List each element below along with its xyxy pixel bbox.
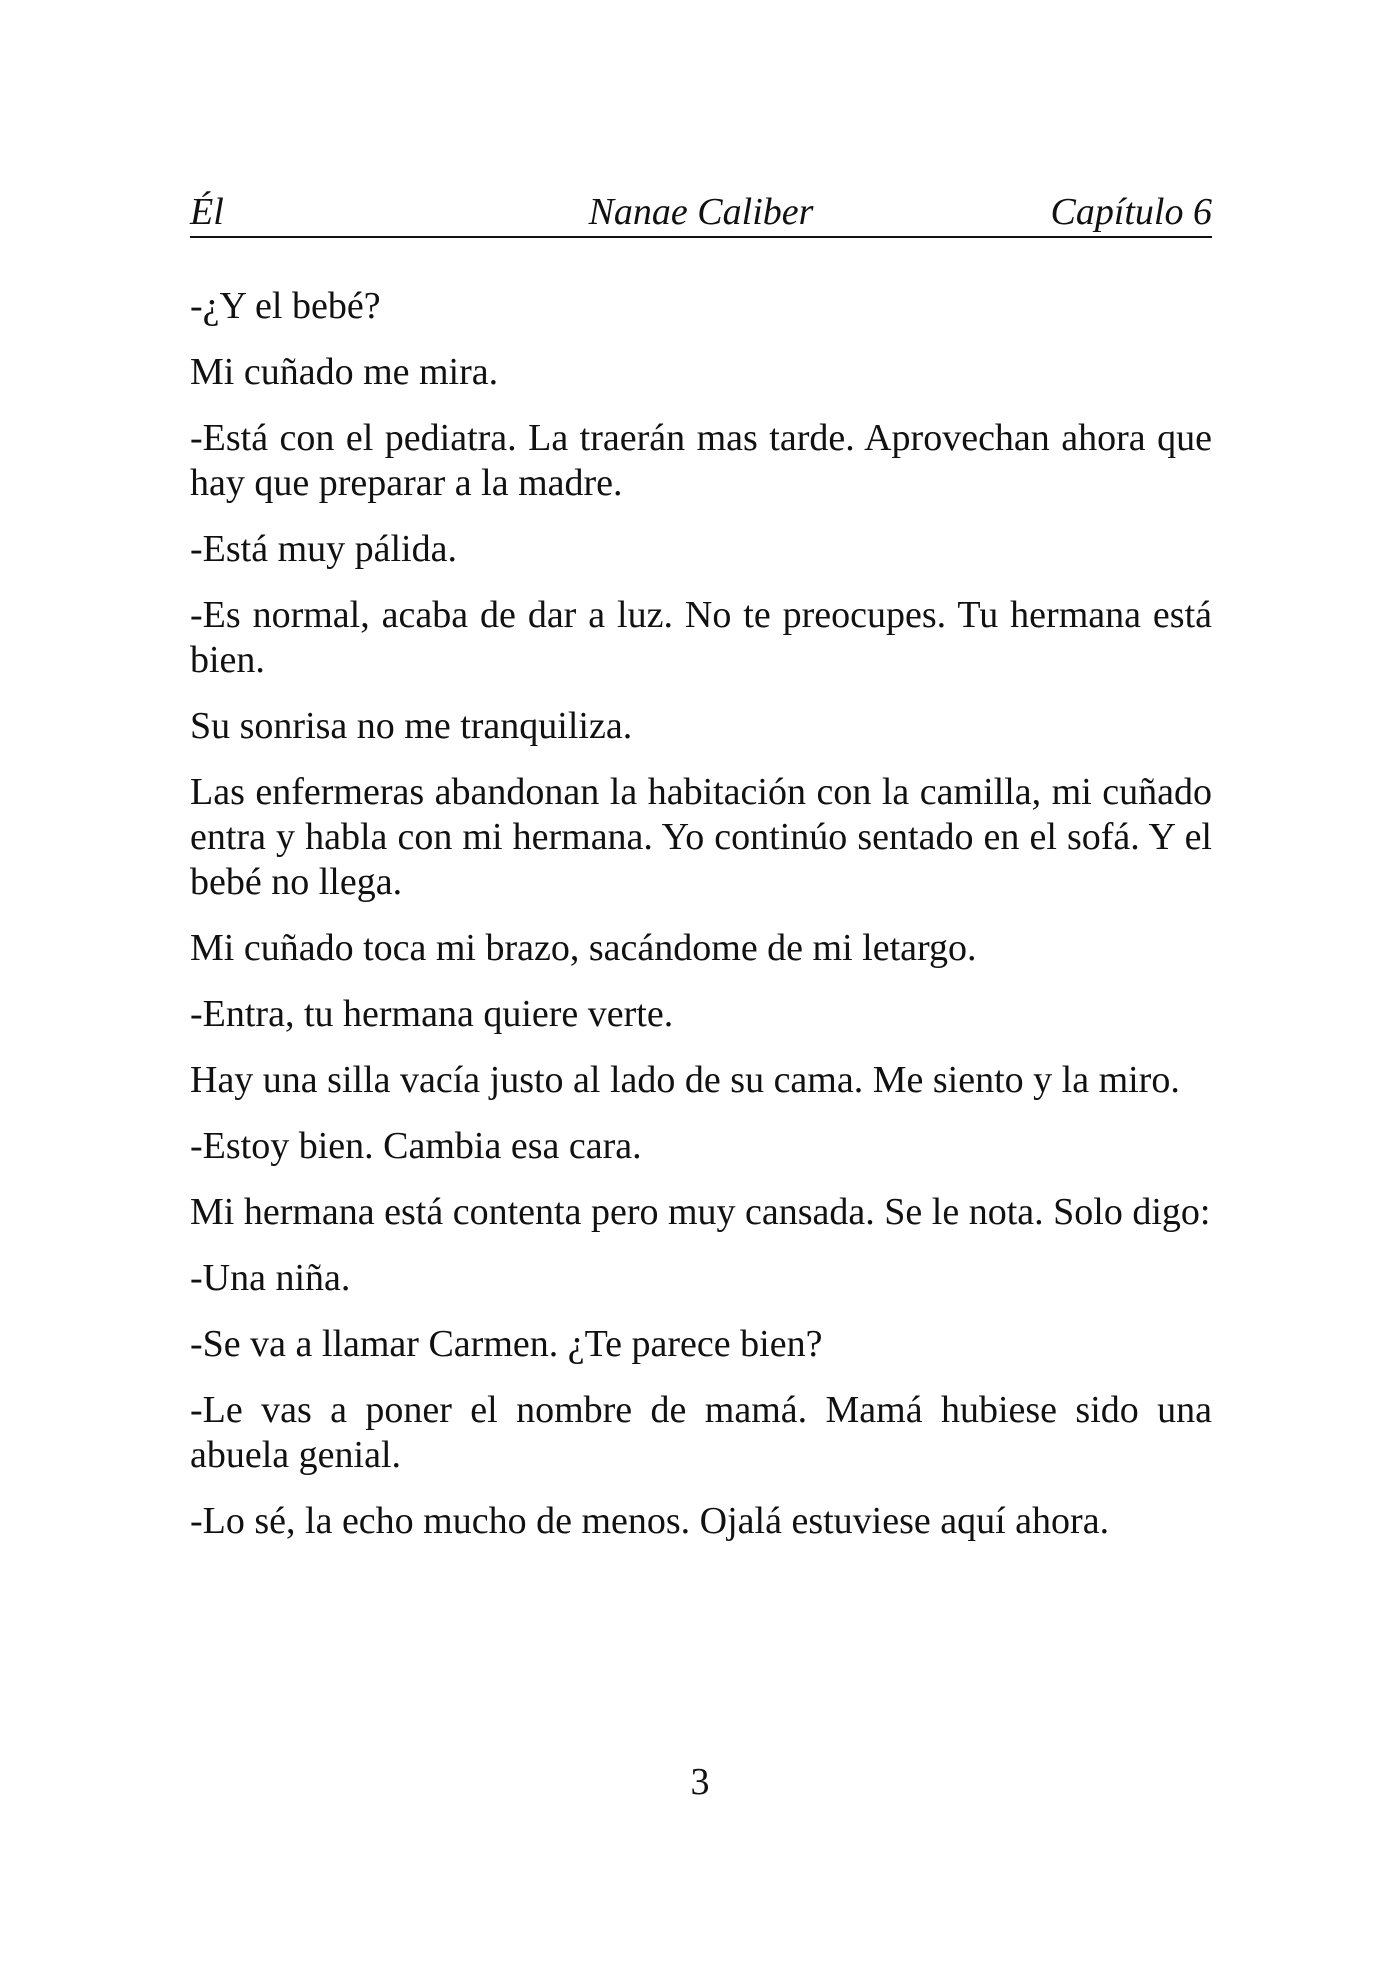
paragraph: -Una niña. <box>190 1257 351 1299</box>
paragraph: Mi hermana está contenta pero muy cansada. Se le nota. Solo digo: <box>190 1191 1211 1233</box>
header-title: Él <box>190 191 224 233</box>
paragraph: -Está muy pálida. <box>190 528 457 570</box>
paragraph: -Está con el pediatra. La traerán mas tarde. Aprovechan ahora que hay que preparar a la madre. <box>190 417 1212 504</box>
paragraph: Su sonrisa no me tranquiliza. <box>190 705 633 747</box>
paragraph: -Es normal, acaba de dar a luz. No te preocupes. Tu hermana está bien. <box>190 594 1212 681</box>
paragraph: -Le vas a poner el nombre de mamá. Mamá hubiese sido una abuela genial. <box>190 1389 1212 1476</box>
paragraph: -Lo sé, la echo mucho de menos. Ojalá estuviese aquí ahora. <box>190 1500 1110 1542</box>
running-header <box>190 188 1212 238</box>
paragraph: -Entra, tu hermana quiere verte. <box>190 993 674 1035</box>
paragraph: Mi cuñado toca mi brazo, sacándome de mi letargo. <box>190 927 977 969</box>
header-chapter: Capítulo 6 <box>1050 191 1212 233</box>
paragraph: Hay una silla vacía justo al lado de su cama. Me siento y la miro. <box>190 1059 1180 1101</box>
body-text <box>190 284 1212 1565</box>
paragraph: -Estoy bien. Cambia esa cara. <box>190 1125 642 1167</box>
paragraph: Mi cuñado me mira. <box>190 351 499 393</box>
page-number: 3 <box>690 1761 710 1803</box>
paragraph: -¿Y el bebé? <box>190 285 381 327</box>
paragraph: Las enfermeras abandonan la habitación con la camilla, mi cuñado entra y habla con mi hermana. Yo continúo sentado en el sofá. Y el bebé no llega. <box>190 771 1212 903</box>
header-author: Nanae Caliber <box>588 191 814 233</box>
paragraph: -Se va a llamar Carmen. ¿Te parece bien? <box>190 1323 823 1365</box>
